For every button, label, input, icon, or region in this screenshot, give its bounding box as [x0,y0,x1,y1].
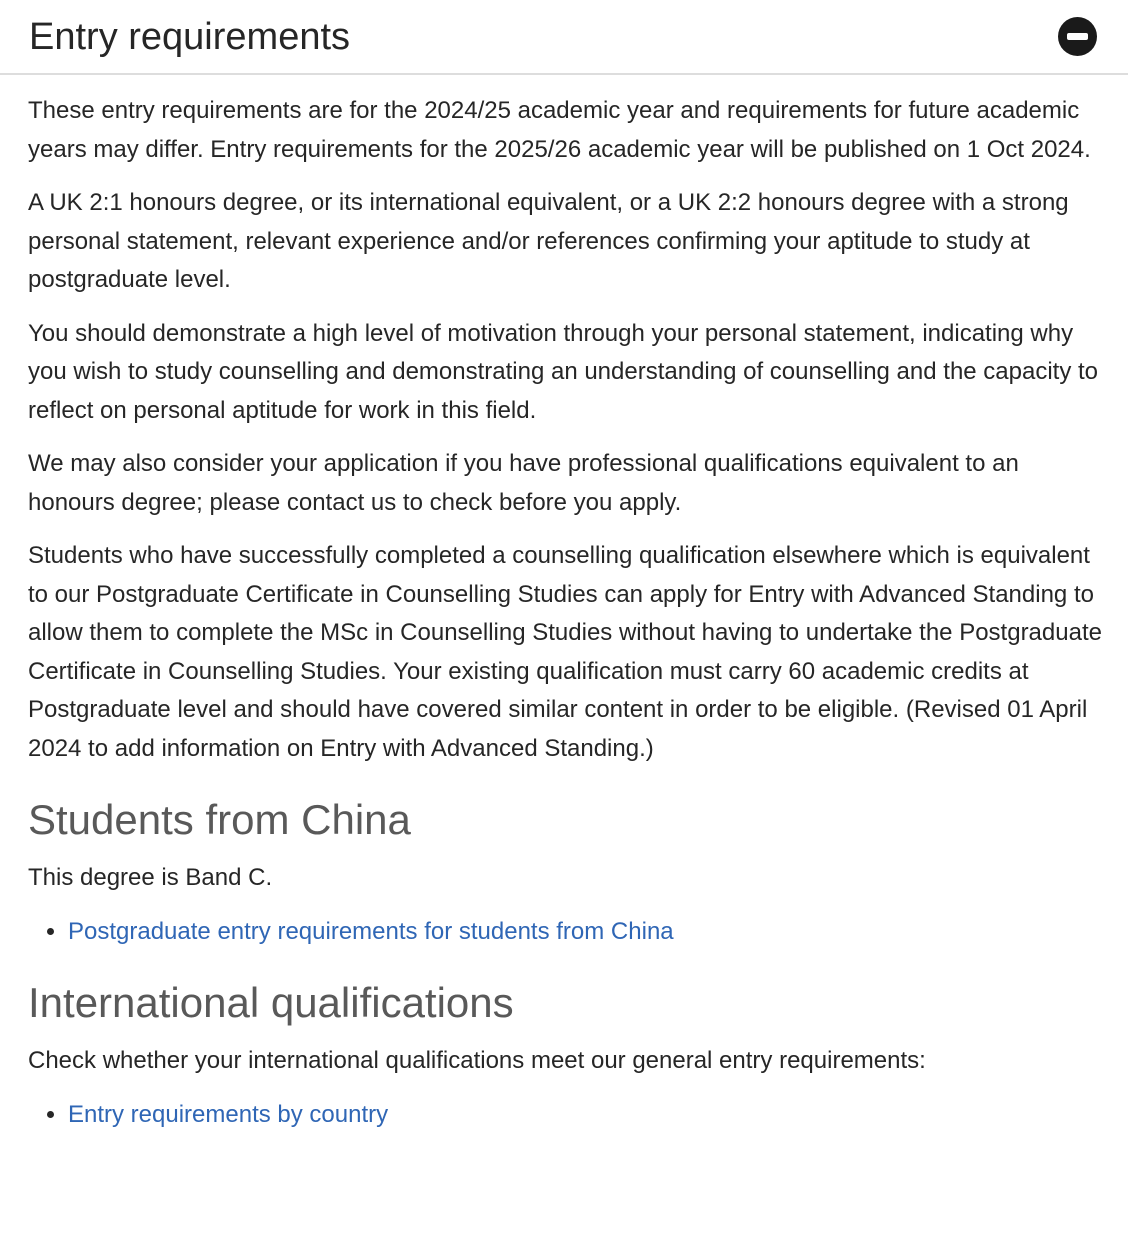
china-links-list [28,913,1103,952]
section-header[interactable] [0,0,1128,75]
international-text: Check whether your international qualifications meet our general entry requirements: [28,1047,926,1074]
paragraph-degree-requirement: A UK 2:1 honours degree, or its international equivalent, or a UK 2:2 honours degree with a strong personal statement, relevant experience and/or references confirming your aptitude to study at postgraduate level. [28,189,1069,293]
international-links-list [28,1096,1103,1135]
china-requirements-link[interactable]: Postgraduate entry requirements for students from China [68,917,674,945]
section-content [0,75,1103,1134]
collapse-section-button[interactable] [1058,17,1097,56]
entry-requirements-by-country-link[interactable]: Entry requirements by country [68,1100,389,1128]
paragraph-professional-qualifications: We may also consider your application if you have professional qualifications equivalent to an honours degree; please contact us to check before you apply. [28,450,1019,516]
paragraph-academic-year: These entry requirements are for the 2024/25 academic year and requirements for future academic years may differ. Entry requirements for the 2025/26 academic year will be published on 1 Oct 2024. [28,97,1091,163]
section-title: Entry requirements [29,16,351,58]
paragraph-motivation: You should demonstrate a high level of motivation through your personal statement, indicating why you wish to study counselling and demonstrating an understanding of counselling and the capacity to reflect on personal aptitude for work in this field. [28,319,1099,424]
international-heading: International qualifications [28,979,514,1026]
paragraph-advanced-standing: Students who have successfully completed a counselling qualification elsewhere which is equivalent to our Postgraduate Certificate in Counselling Studies can apply for Entry with Advanced Standing to allow them to complete the MSc in Counselling Studies without having to undertake the Postgraduate Certificate in Counselling Studies. Your existing qualification must carry 60 academic credits at Postgraduate level and should have covered similar content in order to be eligible. (Revised 01 April 2024 to add information on Entry with Advanced Standing.) [28,542,1102,762]
minus-circle-icon [1067,33,1088,40]
list-item [68,1096,1103,1135]
china-heading: Students from China [28,796,411,843]
list-item [68,913,1103,952]
china-band-text: This degree is Band C. [28,864,273,891]
